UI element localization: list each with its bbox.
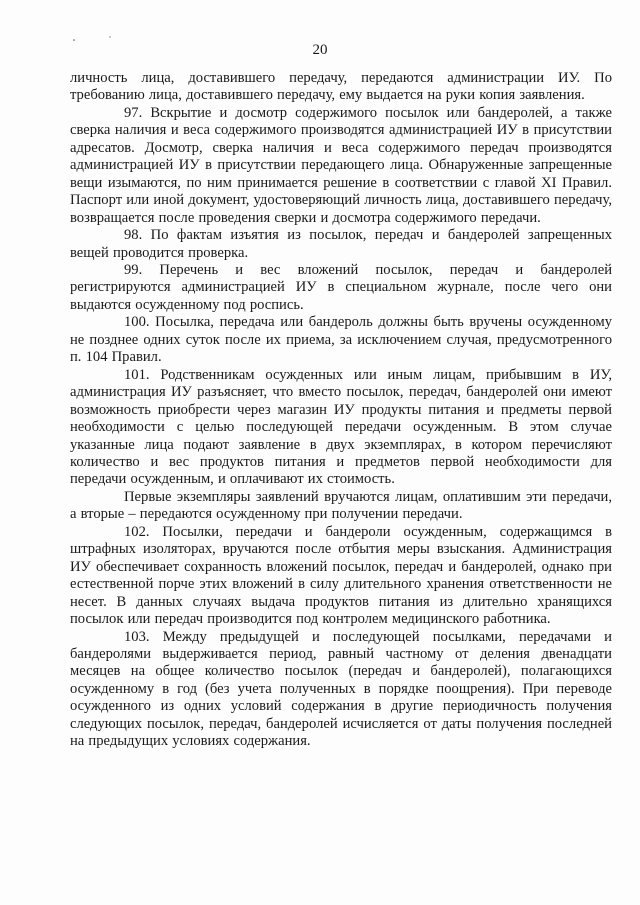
paragraph-97: 97. Вскрытие и досмотр содержимого посылок или бандеролей, а также сверка наличия и веса содержимого производятся администрацией ИУ в присутствии адресатов. Досмотр, сверка наличия и веса содержимого передач производятся администрацией ИУ в присутствии передающего лица. Обнаруженные запрещенные вещи изымаются, по ним принимается решение в соответствии с главой XI Правил. Паспорт или иной документ, удостоверяющий личность лица, доставившего передачу, возвращается после проведения сверки и досмотра содержимого передачи.: [70, 104, 612, 226]
document-body: [70, 70, 612, 751]
paragraph-99: 99. Перечень и вес вложений посылок, передач и бандеролей регистрируются администрацией ИУ в специальном журнале, после чего они выдаются осужденному под роспись.: [70, 261, 612, 313]
paragraph-102: 102. Посылки, передачи и бандероли осужденным, содержащимся в штрафных изоляторах, вручаются после отбытия меры взыскания. Администрация ИУ обеспечивает сохранность вложений посылок, передач и бандеролей, однако при естественной порче этих вложений в силу длительного хранения ответственности не несет. В данных случаях выдача продуктов питания из длительно хранящихся посылок или передач производится под контролем медицинского работника.: [70, 523, 612, 628]
paragraph-98: 98. По фактам изъятия из посылок, передач и бандеролей запрещенных вещей проводится проверка.: [70, 227, 612, 261]
paragraph-103: 103. Между предыдущей и последующей посылками, передачами и бандеролями выдерживается период, равный частному от деления двенадцати месяцев на общее количество посылок (передач и бандеролей), полагающихся осужденному в год (без учета полученных в порядке поощрения). При переводе осужденного из одних условий содержания в другие периодичность получения следующих посылок, передач, бандеролей исчисляется от даты получения последней на предыдущих условиях содержания.: [70, 628, 612, 750]
paragraph-continued: личность лица, доставившего передачу, передаются администрации ИУ. По требованию лица, доставившего передачу, ему выдается на руки копия заявления.: [70, 70, 612, 104]
page-number: 20: [312, 42, 328, 58]
paragraph-101-copies: Первые экземпляры заявлений вручаются лицам, оплатившим эти передачи, а вторые – передаются осужденному при получении передачи.: [70, 488, 612, 523]
paragraph-100: 100. Посылка, передача или бандероль должны быть вручены осужденному не позднее одних суток после их приема, за исключением случая, предусмотренного п. 104 Правил.: [70, 314, 612, 366]
paragraph-101: 101. Родственникам осужденных или иным лицам, прибывшим в ИУ, администрация ИУ разъясняет, что вместо посылок, передач, бандеролей они имеют возможность приобрести через магазин ИУ продукты питания и предметы первой необходимости с целью последующей передачи осужденным. В этом случае указанные лица подают заявление в двух экземплярах, в котором перечисляют количество и вес продуктов питания и предметов первой необходимости для передачи осужденным, и оплачивают их стоимость.: [70, 366, 612, 488]
